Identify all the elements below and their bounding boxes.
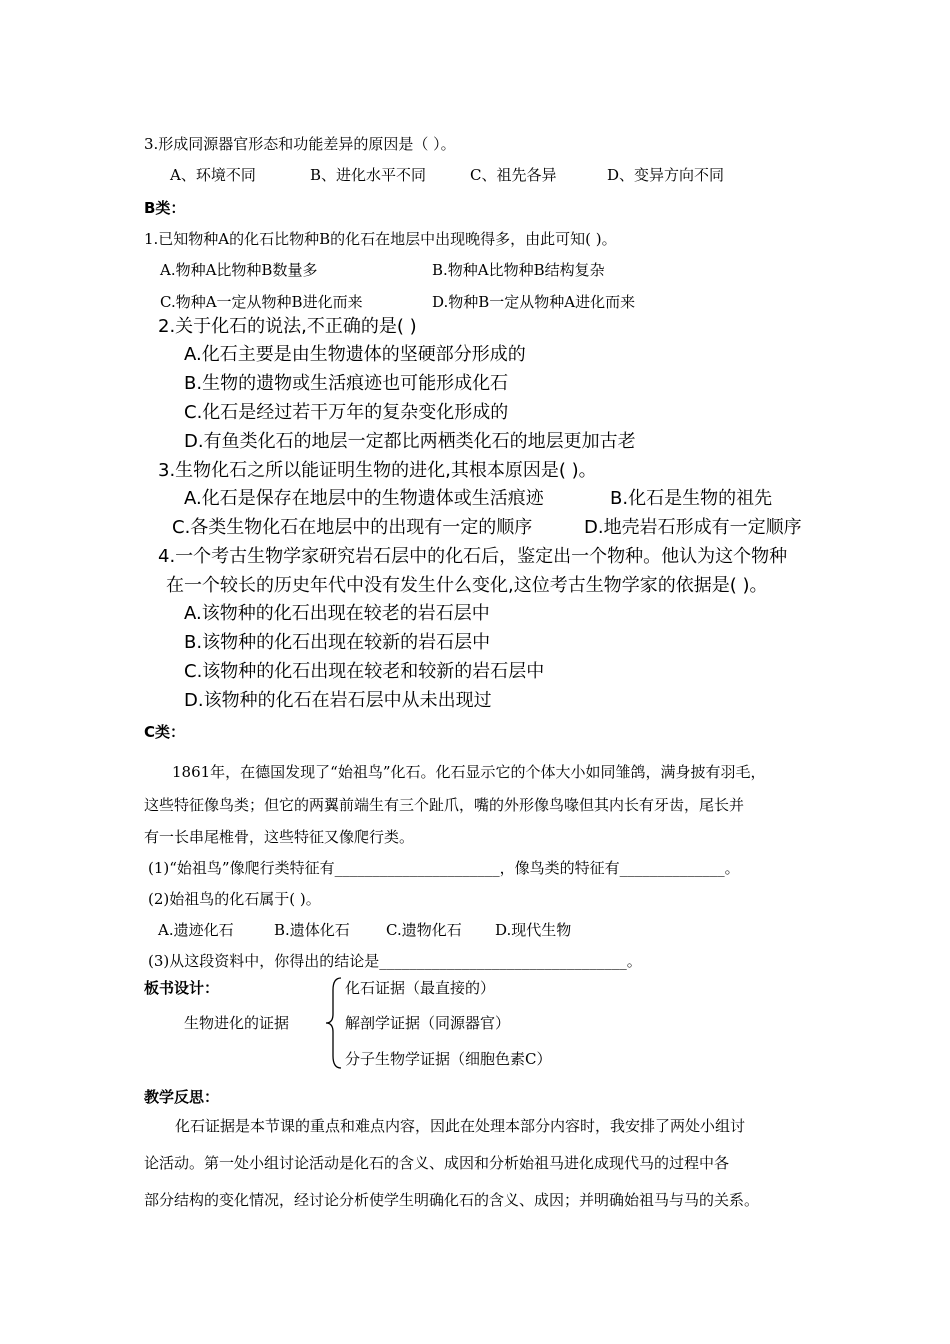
passage-line-1: 1861年，在德国发现了“始祖鸟”化石。化石显示它的个体大小如同雏鸽，满身披有羽毛，: [172, 763, 766, 781]
reflection-line-1: 化石证据是本节课的重点和难点内容，因此在处理本部分内容时，我安排了两处小组讨: [175, 1117, 746, 1135]
option-b1-c: C.物种A一定从物种B进化而来: [160, 293, 363, 311]
board-branch-2: 解剖学证据（同源器官）: [345, 1014, 511, 1032]
option-a3-c: C、祖先各异: [470, 166, 557, 184]
board-root: 生物进化的证据: [184, 1014, 290, 1032]
option-b2-d: D.有鱼类化石的地层一定都比两栖类化石的地层更加古老: [184, 431, 636, 452]
option-c2-a: A.遗迹化石: [158, 921, 234, 939]
reflection-heading: 教学反思：: [144, 1088, 220, 1106]
sub-question-3: (3)从这段资料中，你得出的结论是_________________________________。: [148, 952, 642, 970]
reflection-line-2: 论活动。第一处小组讨论活动是化石的含义、成因和分析始祖马进化成现代马的过程中各: [144, 1154, 730, 1172]
passage-line-2: 这些特征像鸟类；但它的两翼前端生有三个趾爪，嘴的外形像鸟喙但其内长有牙齿，尾长并: [144, 796, 745, 814]
question-b4-line1: 4.一个考古生物学家研究岩石层中的化石后，鉴定出一个物种。他认为这个物种: [158, 546, 788, 567]
option-b4-c: C.该物种的化石出现在较老和较新的岩石层中: [184, 661, 545, 682]
option-b4-d: D.该物种的化石在岩石层中从未出现过: [184, 690, 492, 711]
option-c2-c: C.遗物化石: [386, 921, 462, 939]
option-b3-b: B.化石是生物的祖先: [610, 488, 773, 509]
question-b3: 3.生物化石之所以能证明生物的进化,其根本原因是( )。: [158, 460, 597, 481]
option-c2-b: B.遗体化石: [274, 921, 350, 939]
option-b1-a: A.物种A比物种B数量多: [160, 261, 318, 279]
question-b1: 1.已知物种A的化石比物种B的化石在地层中出现晚得多，由此可知( )。: [144, 230, 617, 248]
sub-question-2: (2)始祖鸟的化石属于( )。: [148, 890, 321, 908]
option-b1-d: D.物种B一定从物种A进化而来: [432, 293, 636, 311]
option-b3-c: C.各类生物化石在地层中的出现有一定的顺序: [172, 517, 533, 538]
option-b2-c: C.化石是经过若干万年的复杂变化形成的: [184, 402, 509, 423]
option-a3-d: D、变异方向不同: [607, 166, 725, 184]
question-a3: 3.形成同源器官形态和功能差异的原因是（ ）。: [144, 135, 456, 153]
option-b3-a: A.化石是保存在地层中的生物遗体或生活痕迹: [184, 488, 544, 509]
reflection-line-3: 部分结构的变化情况，经讨论分析使学生明确化石的含义、成因；并明确始祖马与马的关系。: [144, 1191, 760, 1209]
board-branch-1: 化石证据（最直接的）: [345, 979, 496, 997]
option-c2-d: D.现代生物: [495, 921, 572, 939]
question-b2: 2.关于化石的说法,不正确的是( ): [158, 316, 417, 337]
option-b4-b: B.该物种的化石出现在较新的岩石层中: [184, 632, 491, 653]
option-b1-b: B.物种A比物种B结构复杂: [432, 261, 605, 279]
curly-brace-icon: [325, 976, 343, 1070]
option-b4-a: A.该物种的化石出现在较老的岩石层中: [184, 603, 490, 624]
board-branch-3: 分子生物学证据（细胞色素C）: [345, 1050, 552, 1068]
question-b4-line2: 在一个较长的历史年代中没有发生什么变化,这位考古生物学家的依据是( )。: [166, 575, 768, 596]
option-b2-a: A.化石主要是由生物遗体的坚硬部分形成的: [184, 344, 526, 365]
sub-question-1: (1)“始祖鸟”像爬行类特征有______________________，像鸟类的特征有______________。: [148, 859, 740, 877]
option-b3-d: D.地壳岩石形成有一定顺序: [584, 517, 802, 538]
section-c-heading: C类：: [144, 723, 186, 741]
option-a3-a: A、环境不同: [170, 166, 256, 184]
section-b-heading: B类：: [144, 199, 186, 217]
passage-line-3: 有一长串尾椎骨，这些特征又像爬行类。: [144, 828, 415, 846]
board-heading: 板书设计：: [144, 979, 220, 997]
option-a3-b: B、进化水平不同: [310, 166, 427, 184]
option-b2-b: B.生物的遗物或生活痕迹也可能形成化石: [184, 373, 509, 394]
